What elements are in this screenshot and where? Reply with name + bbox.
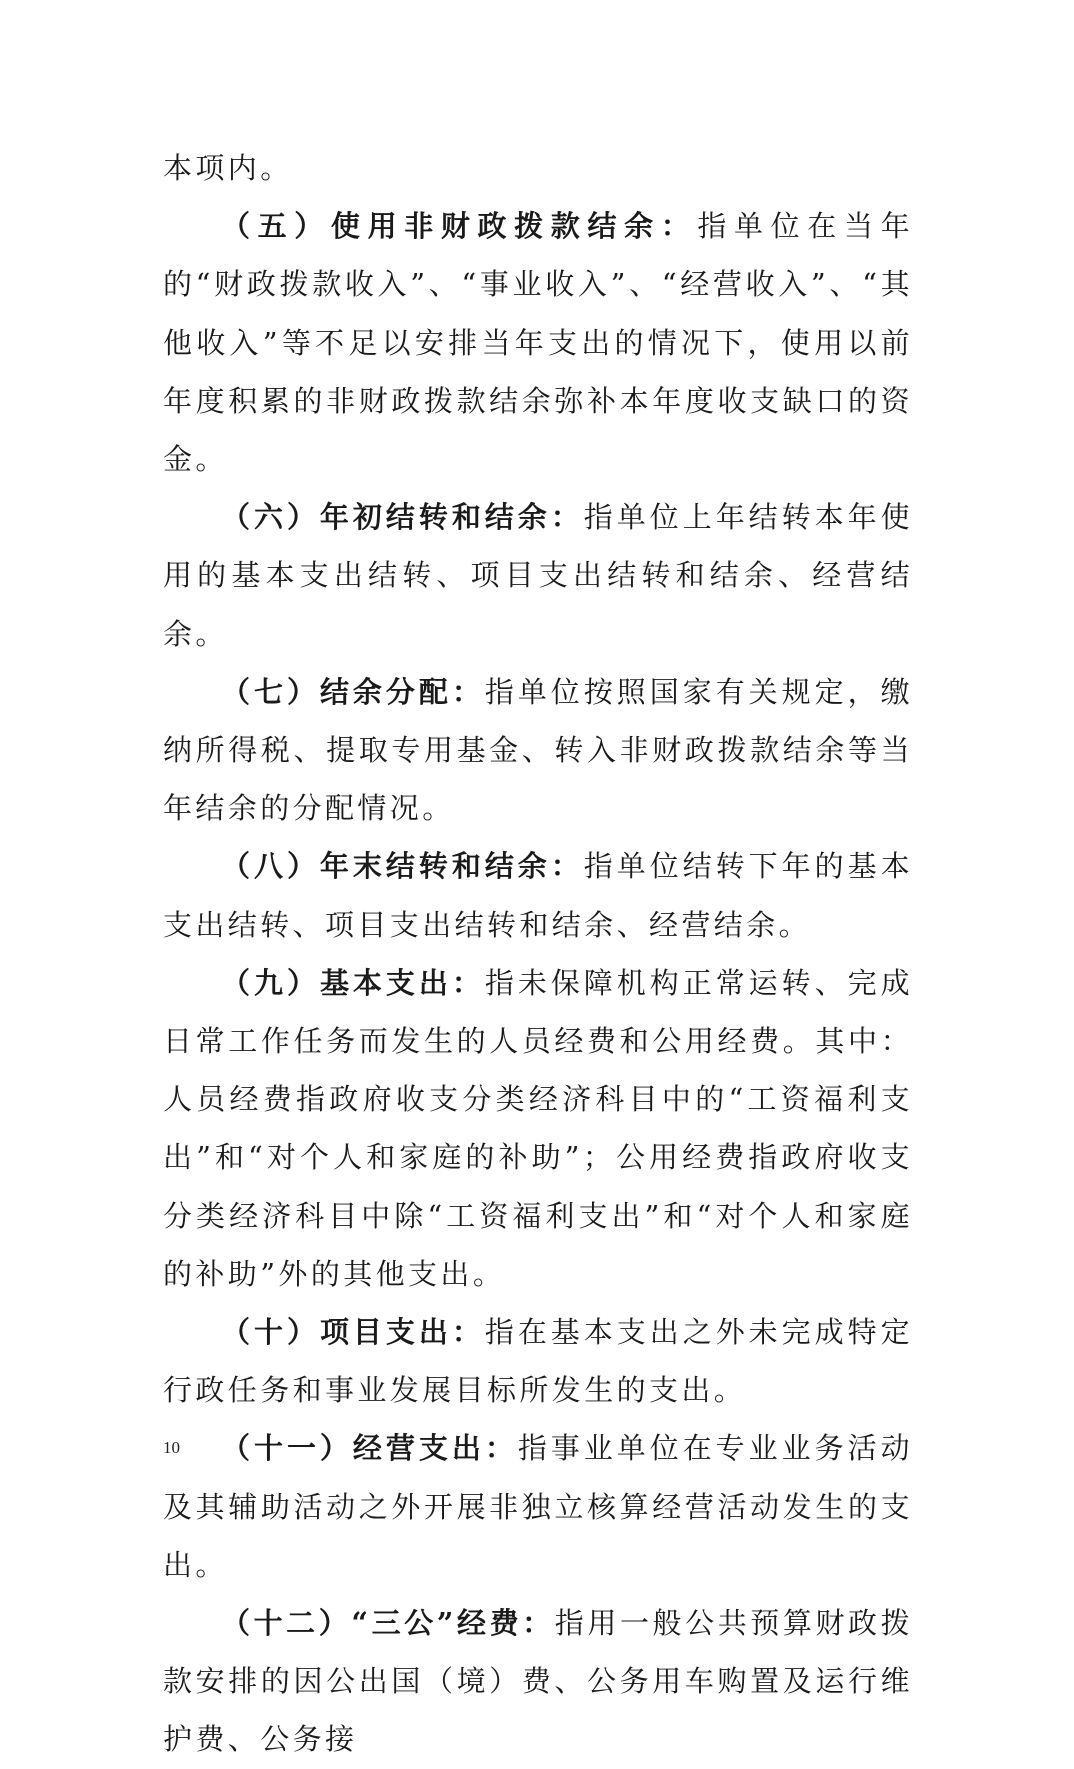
paragraph-text: 指单位在当年的“财政拨款收入”、“事业收入”、“经营收入”、“其他收入”等不足以安排当年支出的情况下，使用以前年度积累的非财政拨款结余弥补本年度收支缺口的资金。: [163, 209, 913, 477]
paragraph-item-6: [163, 488, 913, 663]
term-heading: （十一）经营支出：: [221, 1431, 518, 1466]
paragraph-item-7: [163, 663, 913, 838]
paragraph-text: 指用一般公共预算财政拨款安排的因公出国（境）费、公务用车购置及运行维护费、公务接: [163, 1606, 914, 1757]
term-heading: （五）使用非财政拨款结余：: [221, 209, 698, 244]
paragraph-text: 本项内。: [163, 151, 293, 185]
paragraph-text: 指单位结转下年的基本支出结转、项目支出结转和结余、经营结余。: [163, 849, 913, 942]
term-heading: （十）项目支出：: [221, 1315, 485, 1350]
paragraph-item-11: [163, 1419, 913, 1594]
paragraph-item-5: [163, 197, 913, 488]
paragraph-text: 指单位上年结转本年使用的基本支出结转、项目支出结转和结余、经营结余。: [163, 500, 913, 651]
paragraph-item-8: [163, 837, 913, 953]
paragraph-item-10: [163, 1303, 913, 1419]
document-body: [163, 139, 913, 1769]
paragraph-item-9: [163, 954, 913, 1303]
paragraph-item-12: [163, 1594, 913, 1769]
paragraph-text: 指事业单位在专业业务活动及其辅助活动之外开展非独立核算经营活动发生的支出。: [163, 1431, 913, 1582]
paragraph-text: 指未保障机构正常运转、完成日常工作任务而发生的人员经费和公用经费。其中：人员经费指政府收支分类经济科目中的“工资福利支出”和“对个人和家庭的补助”；公用经费指政府收支分类经济科目中除“工资福利支出”和“对个人和家庭的补助”外的其他支出。: [163, 965, 914, 1291]
term-heading: （六）年初结转和结余：: [221, 500, 584, 535]
paragraph-text: 指在基本支出之外未完成特定行政任务和事业发展目标所发生的支出。: [163, 1315, 914, 1408]
term-heading: （七）结余分配：: [221, 674, 485, 709]
paragraph-continuation: [163, 139, 913, 197]
paragraph-text: 指单位按照国家有关规定，缴纳所得税、提取专用基金、转入非财政拨款结余等当年结余的分配情况。: [163, 674, 914, 826]
term-heading: （十二）“三公”经费：: [221, 1606, 555, 1641]
term-heading: （八）年末结转和结余：: [221, 849, 584, 884]
term-heading: （九）基本支出：: [221, 965, 485, 1000]
page-number: 10: [163, 1438, 180, 1457]
